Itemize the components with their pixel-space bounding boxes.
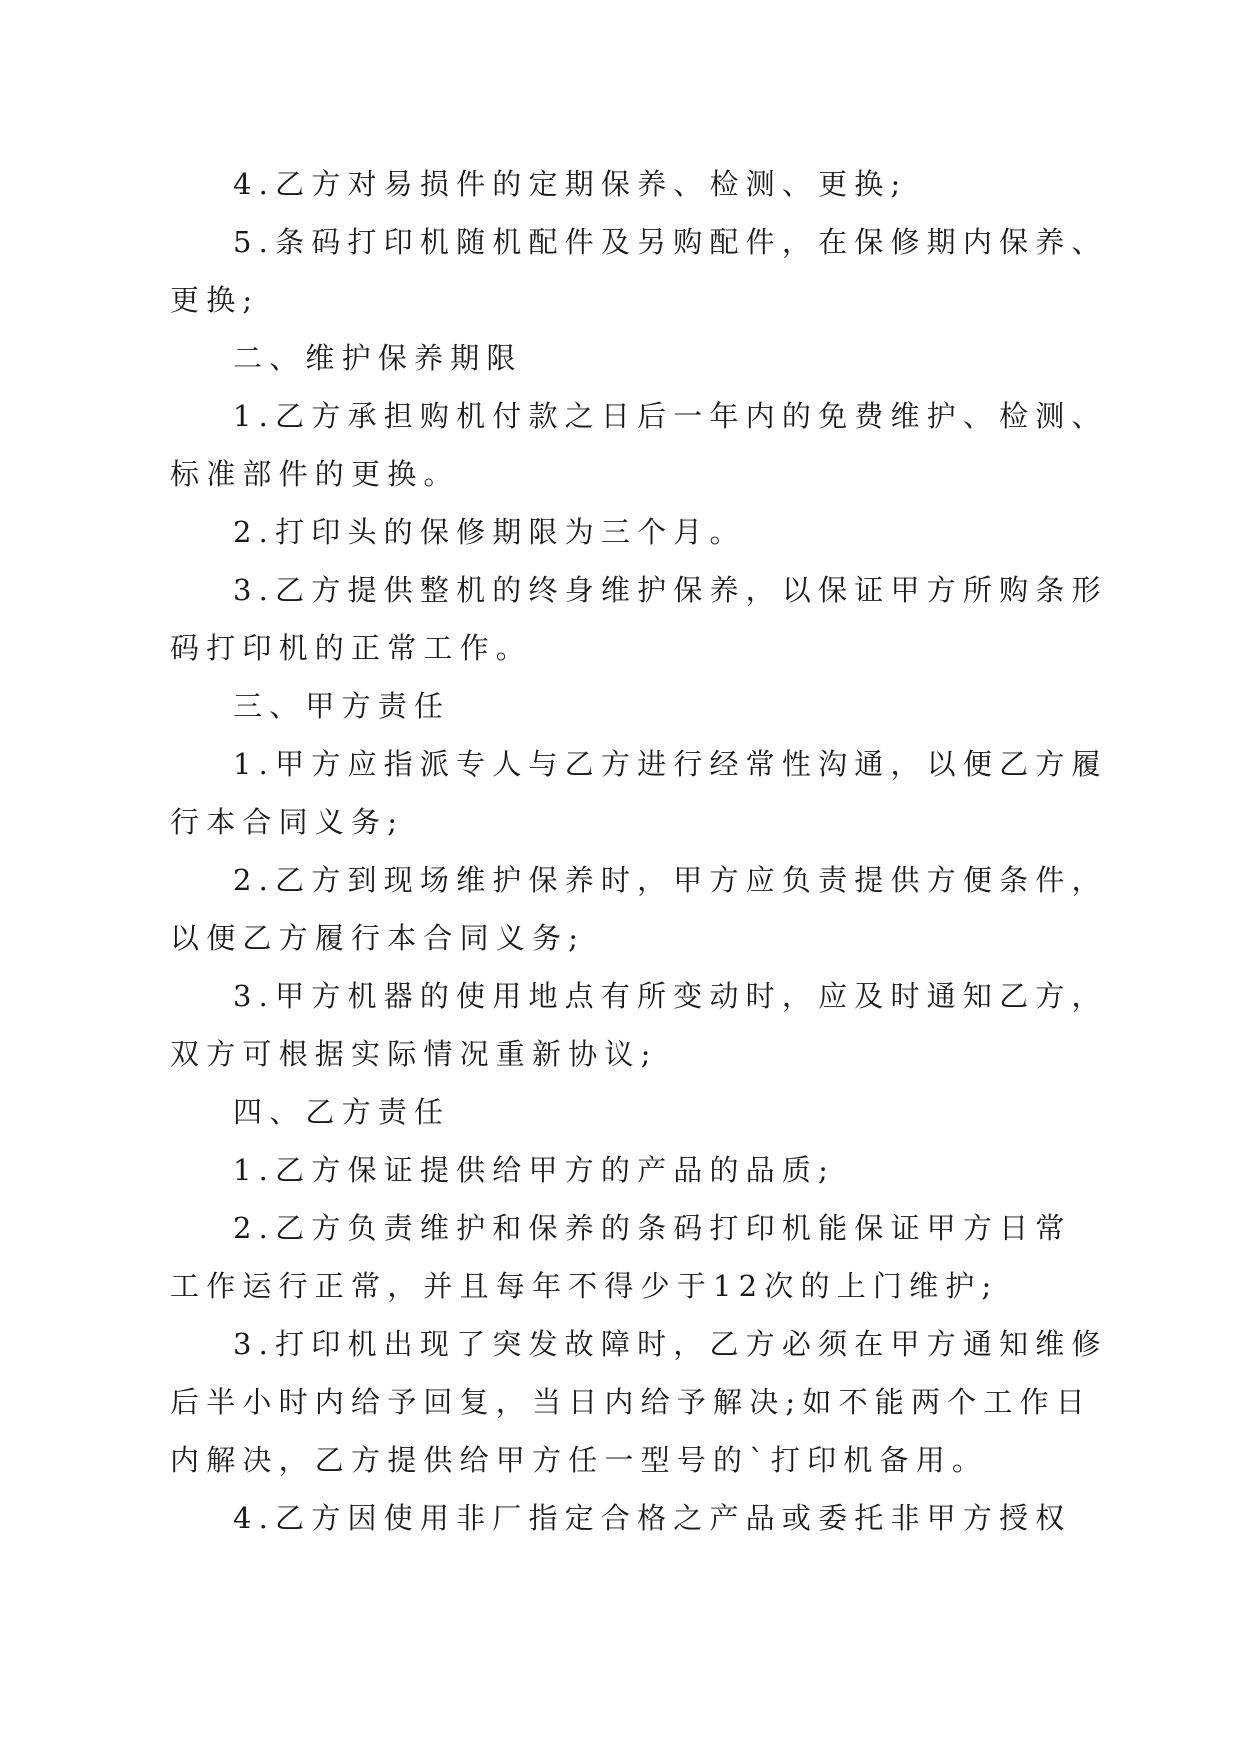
- clause-line: 更换;: [170, 283, 260, 317]
- clause-line: 后半小时内给予回复，当日内给予解决;如不能两个工作日: [170, 1385, 1092, 1419]
- clause-line: 4.乙方因使用非厂指定合格之产品或委托非甲方授权: [233, 1501, 1072, 1535]
- clause-line: 5.条码打印机随机配件及另购配件，在保修期内保养、: [233, 225, 1108, 259]
- clause-line: 双方可根据实际情况重新协议;: [170, 1037, 658, 1071]
- clause-line: 内解决，乙方提供给甲方任一型号的`打印机备用。: [170, 1443, 989, 1477]
- clause-line: 3.打印机出现了突发故障时，乙方必须在甲方通知维修: [233, 1327, 1108, 1361]
- clause-line: 标准部件的更换。: [170, 457, 460, 491]
- section-heading: 四、乙方责任: [233, 1095, 451, 1129]
- clause-line: 2.乙方到现场维护保养时，甲方应负责提供方便条件，: [233, 863, 1108, 897]
- clause-line: 2.打印头的保修期限为三个月。: [233, 515, 746, 549]
- clause-line: 3.乙方提供整机的终身维护保养，以保证甲方所购条形: [233, 573, 1108, 607]
- clause-line: 以便乙方履行本合同义务;: [170, 921, 586, 955]
- clause-line: 码打印机的正常工作。: [170, 631, 533, 665]
- clause-line: 4.乙方对易损件的定期保养、检测、更换;: [233, 167, 908, 201]
- clause-line: 行本合同义务;: [170, 805, 405, 839]
- clause-line: 2.乙方负责维护和保养的条码打印机能保证甲方日常: [233, 1211, 1072, 1245]
- clause-line: 1.乙方承担购机付款之日后一年内的免费维护、检测、: [233, 399, 1108, 433]
- section-heading: 三、甲方责任: [233, 689, 451, 723]
- clause-line: 3.甲方机器的使用地点有所变动时，应及时通知乙方，: [233, 979, 1108, 1013]
- clause-line: 1.甲方应指派专人与乙方进行经常性沟通，以便乙方履: [233, 747, 1108, 781]
- clause-line: 1.乙方保证提供给甲方的产品的品质;: [233, 1153, 836, 1187]
- clause-line: 工作运行正常，并且每年不得少于12次的上门维护;: [170, 1269, 999, 1303]
- section-heading: 二、维护保养期限: [233, 341, 523, 375]
